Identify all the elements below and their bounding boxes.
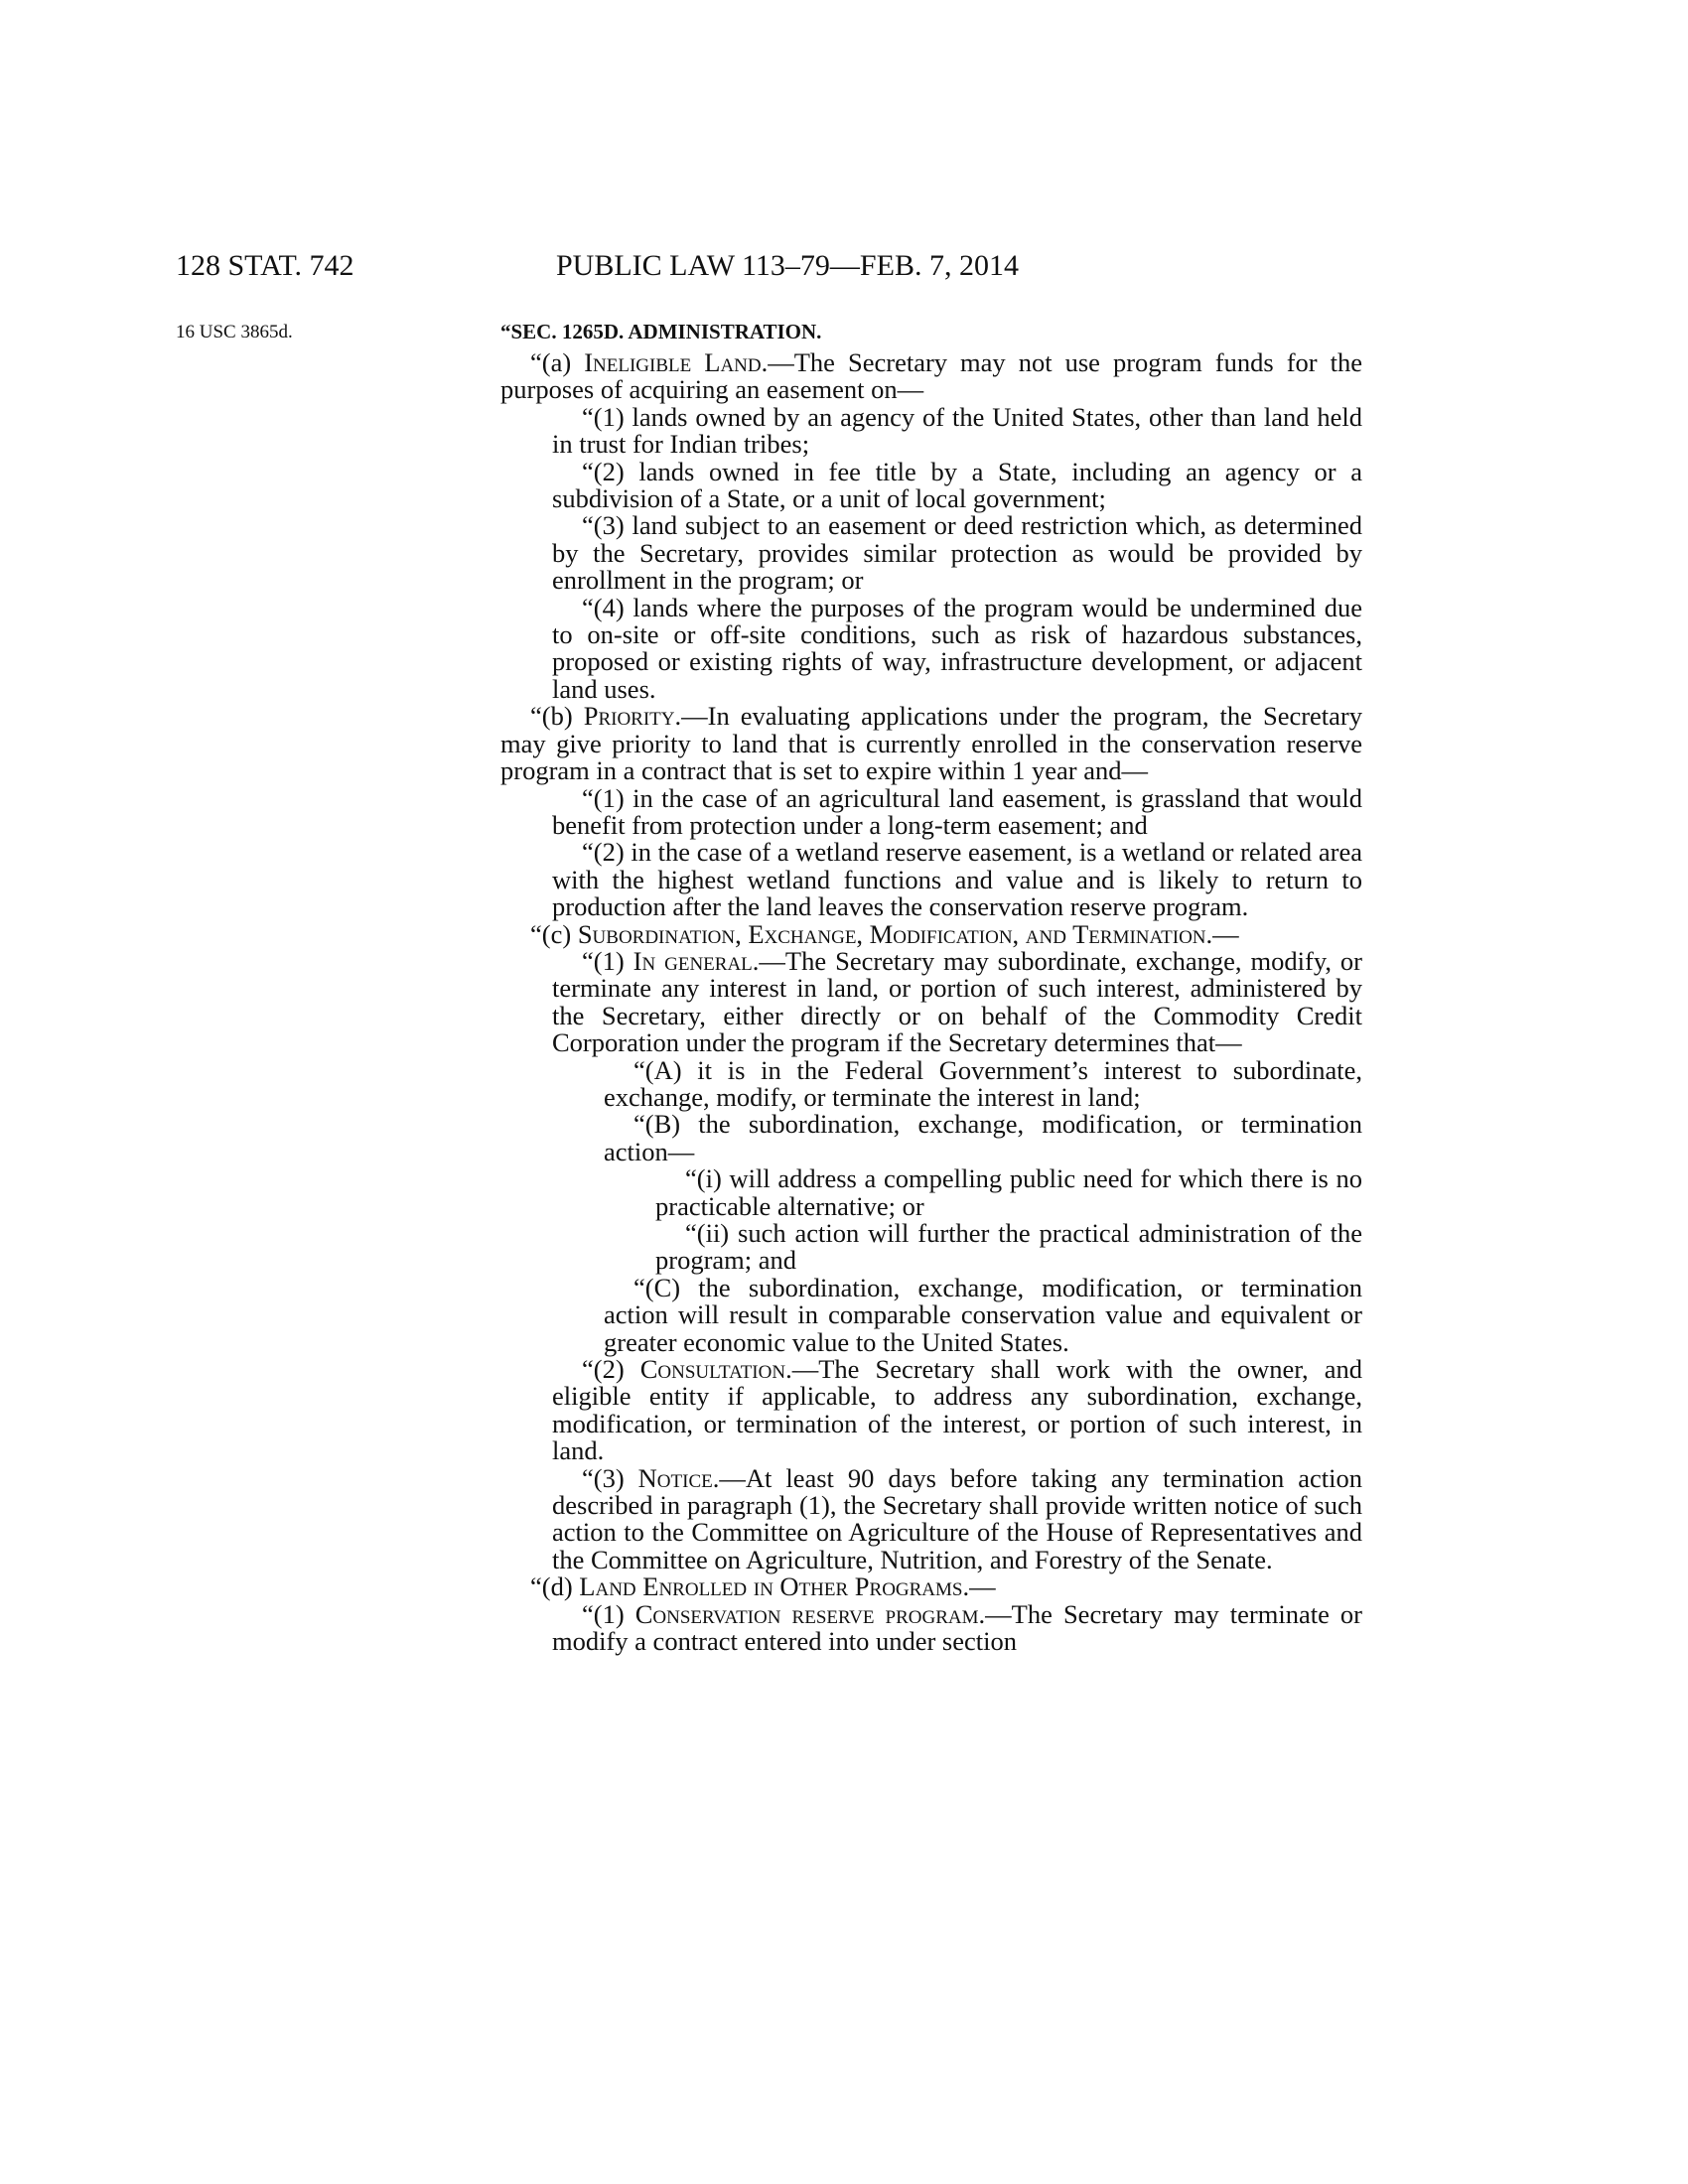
paragraph-b-2: “(2) in the case of a wetland reserve easement, is a wetland or related area with the highest wetland functions and value and is likely to return to production after the land leaves the conservation reserve program. [552,837,1362,922]
paragraph-a-2: “(2) lands owned in fee title by a State, including an agency or a subdivision of a State, or a unit of local government; [552,456,1362,514]
section-body [500,349,1362,1656]
subsection-d: “(d) Land Enrolled in Other Programs.— [530,1571,996,1602]
subparagraph-c-1-C: “(C) the subordination, exchange, modification, or termination action will result in comparable conservation value and equivalent or greater economic value to the United States. [604,1272,1362,1357]
paragraph-a-1: “(1) lands owned by an agency of the United States, other than land held in trust for Indian tribes; [552,401,1362,460]
paragraph-c-1: “(1) In general.—The Secretary may subordinate, exchange, modify, or terminate any interest in land, or portion of such interest, administered by the Secretary, either directly or on behalf of the Commodity Credit Corporation under the program if the Secretary determines that— [552,945,1362,1058]
public-law-header: PUBLIC LAW 113–79—FEB. 7, 2014 [556,249,1019,282]
usc-margin-note: 16 USC 3865d. [176,322,293,342]
subsection-b: “(b) Priority.—In evaluating applications under the program, the Secretary may give priority to land that is currently enrolled in the conservation reserve program in a contract that is set to expire within 1 year and— [500,701,1362,786]
paragraph-d-1: “(1) Conservation reserve program.—The Secretary may terminate or modify a contract entered into under section [552,1598,1362,1657]
stat-page-number: 128 STAT. 742 [176,249,354,282]
clause-c-1-B-ii: “(ii) such action will further the practical administration of the program; and [655,1218,1362,1276]
subparagraph-c-1-A: “(A) it is in the Federal Government’s interest to subordinate, exchange, modify, or terminate the interest in land; [604,1054,1362,1112]
paragraph-c-3: “(3) Notice.—At least 90 days before taking any termination action described in paragraph (1), the Secretary shall provide written notice of such action to the Committee on Agriculture of the House of Representatives and the Committee on Agriculture, Nutrition, and Forestry of the Senate. [552,1462,1362,1574]
subsection-a: “(a) Ineligible Land.—The Secretary may not use program funds for the purposes of acquiring an easement on— [500,347,1362,405]
clause-c-1-B-i: “(i) will address a compelling public need for which there is no practicable alternative; or [655,1163,1362,1221]
paragraph-b-1: “(1) in the case of an agricultural land easement, is grassland that would benefit from protection under a long-term easement; and [552,782,1362,840]
section-heading: “SEC. 1265D. ADMINISTRATION. [500,320,822,343]
subparagraph-c-1-B: “(B) the subordination, exchange, modification, or termination action— [604,1109,1362,1166]
paragraph-c-2: “(2) Consultation.—The Secretary shall work with the owner, and eligible entity if applicable, to address any subordination, exchange, modification, or termination of the interest, or portion of such interest, in land. [552,1354,1362,1466]
paragraph-a-3: “(3) land subject to an easement or deed restriction which, as determined by the Secretary, provides similar protection as would be provided by enrollment in the program; or [552,510,1363,596]
subsection-c: “(c) Subordination, Exchange, Modification, and Termination.— [530,918,1239,949]
paragraph-a-4: “(4) lands where the purposes of the program would be undermined due to on-site or off-site conditions, such as risk of hazardous substances, proposed or existing rights of way, infrastructure development, or adjacent land uses. [552,592,1362,704]
